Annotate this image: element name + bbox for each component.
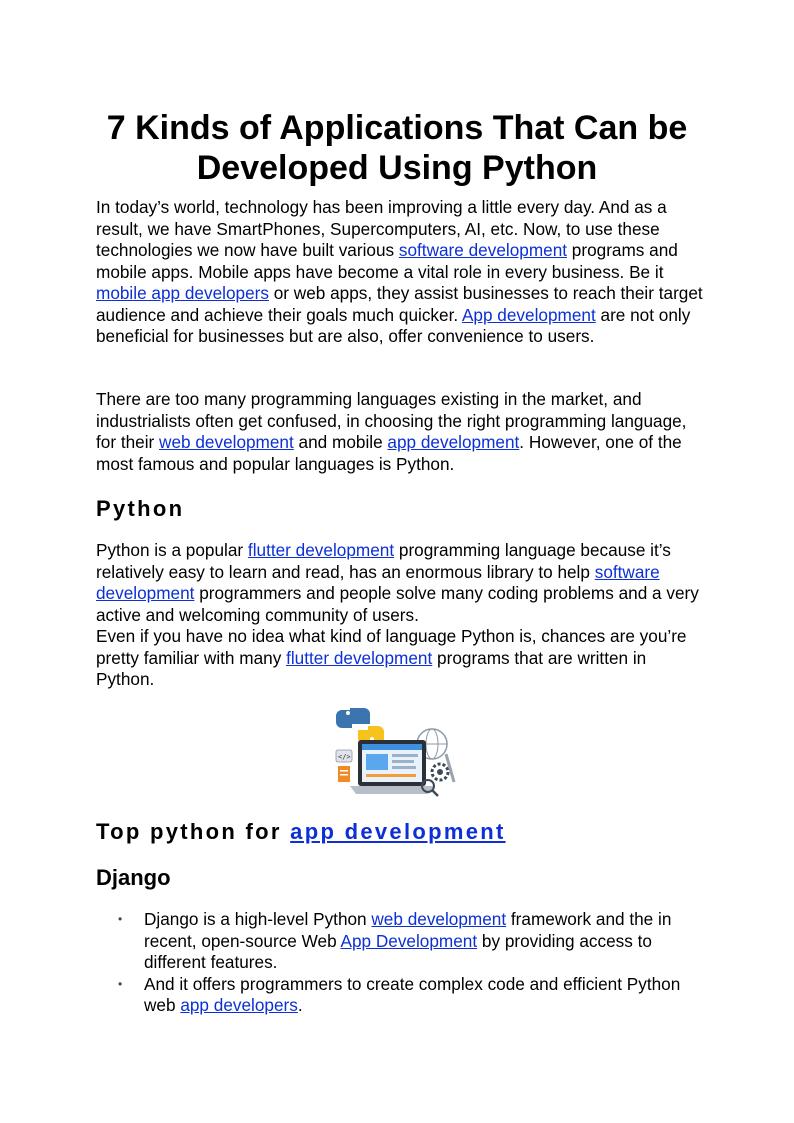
bullet2-text-2: . xyxy=(297,995,303,1015)
intro-text-2: programs and mobile apps. Mobile apps have become a vital role in every business. Be it xyxy=(96,240,678,282)
title-line-1: 7 Kinds of Applications That Can be xyxy=(106,109,688,147)
intro-text-4: are not only beneficial for businesses but are also, offer convenience to users. xyxy=(96,304,691,346)
python-text-5: programs that are written in Python. xyxy=(96,647,647,689)
python-text-4: Even if you have no idea what kind of language Python is, chances are you’re pretty familiar with many xyxy=(96,626,687,668)
list-item xyxy=(96,974,706,1017)
link-flutter-development-2[interactable]: flutter development xyxy=(286,647,433,668)
bullet2-text-1: And it offers programmers to create complex code and efficient Python web xyxy=(144,973,681,1015)
bullet-icon: • xyxy=(118,912,123,926)
python-text-2: programming language because it’s relatively easy to learn and read, has an enormous library to help xyxy=(96,540,671,582)
intro-paragraph xyxy=(96,197,706,348)
link-app-development[interactable]: App development xyxy=(461,304,596,325)
python-heading: Python xyxy=(96,496,185,521)
link-software-development-2[interactable]: software development xyxy=(96,561,660,603)
python-text-1: Python is a popular xyxy=(96,540,248,560)
python-paragraph xyxy=(96,540,706,691)
top-heading-text: Top python for xyxy=(96,819,291,844)
para2-text-3: . However, one of the most famous and popular languages is Python. xyxy=(96,432,682,474)
para2-text-1: There are too many programming languages existing in the market, and industrialists often get confused, in choosing the right programming language, for their xyxy=(96,389,687,452)
link-mobile-app-developers[interactable]: mobile app developers xyxy=(96,283,269,303)
python-laptop-illustration xyxy=(328,704,462,804)
languages-paragraph xyxy=(96,389,706,475)
bullet-icon: • xyxy=(118,976,123,991)
svg-text:</>: </> xyxy=(338,753,351,761)
page-title xyxy=(60,108,734,188)
link-app-development-2[interactable]: app development xyxy=(387,432,520,452)
bullet1-text-2: framework and the in recent, open-source Web xyxy=(144,909,672,951)
link-web-development[interactable]: web development xyxy=(159,432,294,452)
bullet1-text-3: by providing access to different features. xyxy=(144,930,652,972)
list-item xyxy=(96,909,706,974)
link-web-app-development[interactable]: App Development xyxy=(340,930,478,951)
top-python-heading xyxy=(96,819,506,845)
django-heading: Django xyxy=(96,865,171,890)
django-bullet-list xyxy=(96,909,706,1017)
bullet1-text-1: Django is a high-level Python xyxy=(144,909,372,929)
intro-text-3: or web apps, they assist businesses to reach their target audience and achieve their goals much quicker. xyxy=(96,283,703,325)
link-heading-app-development[interactable]: app development xyxy=(290,819,506,844)
title-line-2: Developed Using Python xyxy=(196,149,598,187)
python-text-3: programmers and people solve many coding problems and a very active and welcoming community of users. xyxy=(96,583,699,625)
para2-text-2: and mobile xyxy=(293,432,388,452)
link-app-developers[interactable]: app developers xyxy=(180,995,298,1015)
link-web-development-2[interactable]: web development xyxy=(371,909,507,929)
link-flutter-development[interactable]: flutter development xyxy=(247,540,395,560)
link-software-development[interactable]: software development xyxy=(398,240,568,260)
intro-text-1: In today’s world, technology has been improving a little every day. And as a result, we have SmartPhones, Supercomputers, AI, etc. Now, to use these technologies we now have built various xyxy=(96,197,667,260)
